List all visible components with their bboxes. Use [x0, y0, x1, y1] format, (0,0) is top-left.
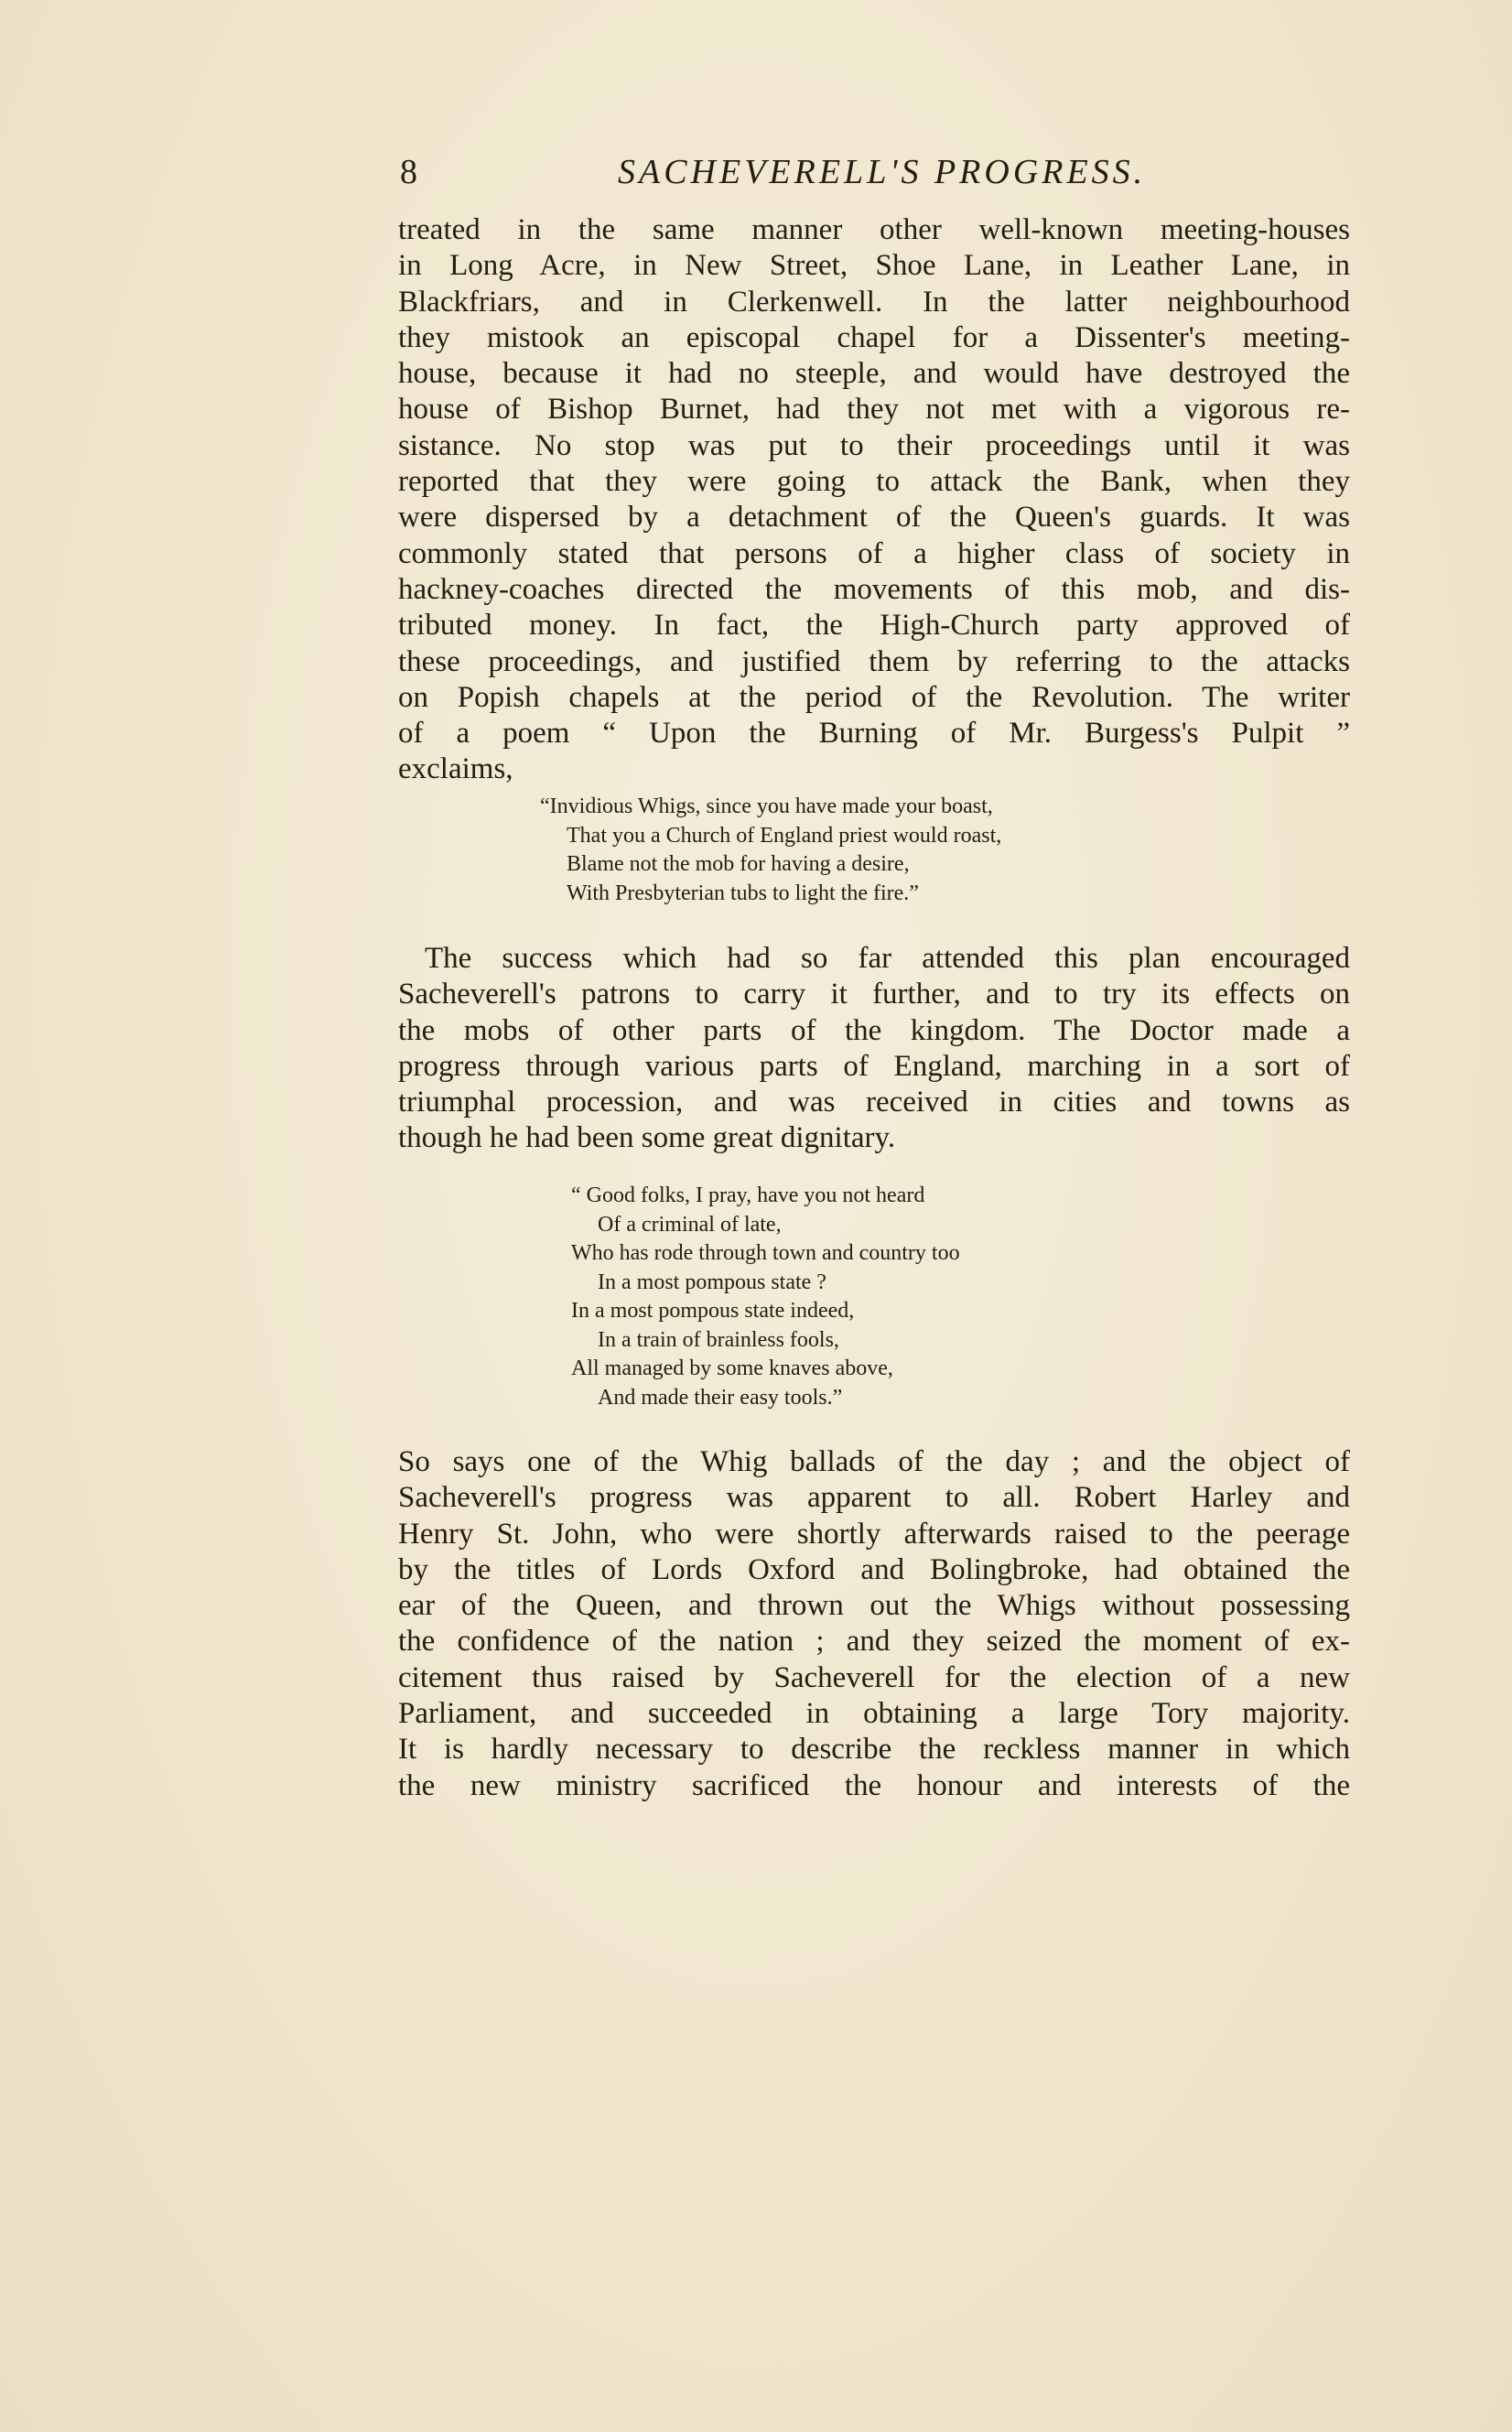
- text-line: exclaims,: [398, 752, 513, 786]
- text-line: Blackfriars, and in Clerkenwell. In the latter neighbourhood: [398, 285, 1350, 319]
- verse-line: That you a Church of England priest would roast,: [567, 823, 1002, 848]
- text-line: hackney-coaches directed the movements of this mob, and dis-: [398, 572, 1350, 606]
- text-line: sistance. No stop was put to their proceedings until it was: [398, 428, 1350, 462]
- text-line: house, because it had no steeple, and would have destroyed the: [398, 357, 1350, 391]
- text-line: Parliament, and succeeded in obtaining a large Tory majority.: [398, 1697, 1350, 1731]
- text-line: reported that they were going to attack the Bank, when they: [398, 465, 1350, 499]
- text-line: the confidence of the nation ; and they seized the moment of ex-: [398, 1625, 1350, 1659]
- text-line: It is hardly necessary to describe the reckless manner in which: [398, 1733, 1350, 1767]
- text-line: by the titles of Lords Oxford and Bolingbroke, had obtained the: [398, 1552, 1350, 1586]
- text-line: were dispersed by a detachment of the Queen's guards. It was: [398, 501, 1350, 535]
- text-line: Sacheverell's progress was apparent to all. Robert Harley and: [398, 1481, 1350, 1515]
- text-line: in Long Acre, in New Street, Shoe Lane, in Leather Lane, in: [398, 249, 1350, 283]
- verse-line: In a train of brainless fools,: [598, 1327, 839, 1352]
- text-line: tributed money. In fact, the High-Church party approved of: [398, 609, 1350, 643]
- verse-line: Who has rode through town and country too: [571, 1241, 960, 1265]
- running-title: SACHEVERELL'S PROGRESS.: [618, 153, 1147, 191]
- verse-line: And made their easy tools.”: [598, 1385, 843, 1410]
- paragraph-2: [398, 941, 1350, 1157]
- verse-line: All managed by some knaves above,: [571, 1357, 893, 1380]
- verse-quotation-2: [571, 1182, 960, 1412]
- text-line: progress through various parts of England, marching in a sort of: [398, 1049, 1350, 1083]
- text-line: The success which had so far attended this plan encouraged: [425, 942, 1350, 975]
- page-number: 8: [400, 153, 417, 191]
- running-head: [400, 145, 1352, 200]
- paragraph-3: [398, 1444, 1350, 1804]
- text-line: Sacheverell's patrons to carry it further, and to try its effects on: [398, 978, 1350, 1011]
- text-line: these proceedings, and justified them by referring to the attacks: [398, 644, 1350, 678]
- verse-line: In a most pompous state ?: [598, 1270, 826, 1294]
- text-line: house of Bishop Burnet, had they not met with a vigorous re-: [398, 393, 1350, 427]
- verse-line: Blame not the mob for having a desire,: [567, 852, 910, 876]
- text-line: triumphal procession, and was received in cities and towns as: [398, 1086, 1350, 1119]
- text-line: commonly stated that persons of a higher class of society in: [398, 536, 1350, 570]
- verse-line: “Invidious Whigs, since you have made your boast,: [540, 794, 993, 818]
- verse-line: With Presbyterian tubs to light the fire.”: [567, 881, 919, 905]
- text-line: of a poem “ Upon the Burning of Mr. Burgess's Pulpit ”: [398, 717, 1350, 751]
- text-line: though he had been some great dignitary.: [398, 1121, 896, 1155]
- text-line: treated in the same manner other well-known meeting-houses: [398, 213, 1350, 246]
- text-line: on Popish chapels at the period of the Revolution. The writer: [398, 680, 1350, 714]
- verse-quotation-1: [540, 793, 1001, 908]
- text-line: they mistook an episcopal chapel for a Dissenter's meeting-: [398, 320, 1350, 354]
- text-line: Henry St. John, who were shortly afterwards raised to the peerage: [398, 1517, 1350, 1551]
- text-line: the mobs of other parts of the kingdom. The Doctor made a: [398, 1013, 1350, 1047]
- text-line: citement thus raised by Sacheverell for the election of a new: [398, 1660, 1350, 1694]
- verse-line: “ Good folks, I pray, have you not heard: [571, 1184, 925, 1207]
- verse-line: Of a criminal of late,: [598, 1212, 782, 1237]
- text-line: the new ministry sacrificed the honour and interests of the: [398, 1768, 1350, 1802]
- verse-line: In a most pompous state indeed,: [571, 1299, 855, 1323]
- paragraph-1: [398, 212, 1350, 788]
- text-line: So says one of the Whig ballads of the day ; and the object of: [398, 1445, 1350, 1478]
- text-line: ear of the Queen, and thrown out the Whigs without possessing: [398, 1589, 1350, 1623]
